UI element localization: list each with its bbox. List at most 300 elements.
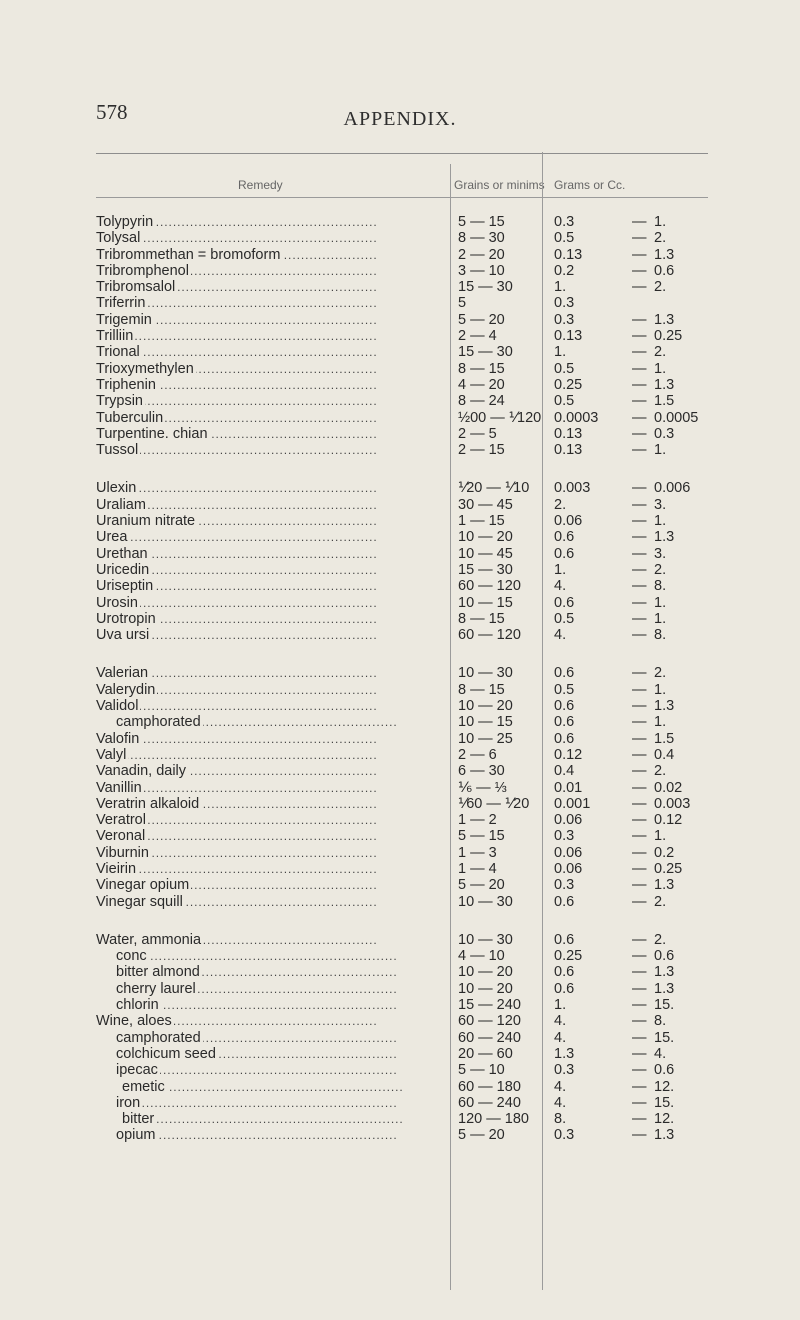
grams-max: 0.003: [654, 795, 691, 812]
grams-min: 4.: [554, 1029, 567, 1046]
range-dash: —: [632, 561, 647, 578]
remedy-name: [96, 731, 448, 747]
range-dash: —: [632, 877, 647, 894]
range-dash: —: [632, 730, 647, 747]
grams-min: 0.3: [554, 311, 575, 328]
range-dash: —: [632, 1045, 647, 1062]
grams-max: 1.: [654, 214, 667, 230]
grains-dose: 60 — 180: [458, 1078, 521, 1095]
table-row: [0, 328, 800, 344]
remedy-name: [96, 861, 448, 877]
header-rule: [96, 197, 708, 198]
remedy-label: opium: [116, 1127, 156, 1144]
range-dash: —: [632, 513, 647, 530]
remedy-label: Veronal: [96, 828, 146, 845]
table-row: [0, 1030, 800, 1046]
table-row: [0, 812, 800, 828]
remedy-name: [116, 714, 448, 730]
page-title: APPENDIX.: [343, 108, 457, 130]
table-row: [0, 410, 800, 426]
grains-dose: 8 — 15: [458, 610, 505, 627]
remedy-name: [96, 877, 448, 893]
grains-dose: 15 — 30: [458, 561, 513, 578]
grains-dose: 15 — 30: [458, 344, 513, 361]
grains-dose: 10 — 30: [458, 931, 513, 948]
remedy-label: Trional: [96, 344, 140, 361]
remedy-label: Uricedin: [96, 561, 150, 578]
range-dash: —: [632, 279, 647, 296]
remedy-label: Uranium nitrate: [96, 513, 196, 530]
range-dash: —: [632, 964, 647, 981]
grains-dose: 2 — 20: [458, 246, 505, 263]
grams-min: 0.6: [554, 594, 575, 611]
grams-min: 0.6: [554, 931, 575, 948]
grams-min: 0.06: [554, 812, 583, 829]
grains-dose: ⅟20 — ⅟10: [458, 480, 530, 497]
range-dash: —: [632, 1078, 647, 1095]
table-row: [0, 279, 800, 295]
table-row: [0, 731, 800, 747]
grams-min: 0.06: [554, 860, 583, 877]
grams-min: 0.5: [554, 610, 575, 627]
grams-max: 15.: [654, 997, 675, 1014]
remedy-label: Urotropin: [96, 610, 156, 627]
remedy-name: [96, 480, 448, 496]
remedy-name: [96, 230, 448, 246]
grams-max: 8.: [654, 578, 667, 595]
grams-min: 0.6: [554, 529, 575, 546]
grams-min: 0.2: [554, 262, 575, 279]
remedy-name: [96, 377, 448, 393]
table-row: [0, 682, 800, 698]
group-gap: [0, 643, 800, 665]
remedy-name: [96, 393, 448, 409]
table-row: [0, 861, 800, 877]
grams-max: 0.25: [654, 860, 683, 877]
remedy-name: [96, 698, 448, 714]
table-row: [0, 595, 800, 611]
grains-dose: 5 — 20: [458, 1127, 505, 1144]
remedy-name: [96, 845, 448, 861]
remedy-label: Valerydin: [96, 681, 156, 698]
grams-max: 2.: [654, 561, 667, 578]
remedy-label: Tussol: [96, 442, 139, 459]
remedy-name: [116, 964, 448, 980]
table-row: [0, 747, 800, 763]
table-row: [0, 997, 800, 1013]
table-row: [0, 426, 800, 442]
grams-min: 2.: [554, 496, 567, 513]
remedy-label: Valyl: [96, 746, 127, 763]
remedy-label: Valofin: [96, 730, 140, 747]
range-dash: —: [632, 409, 647, 426]
range-dash: —: [632, 545, 647, 562]
grams-max: 1.: [654, 442, 667, 459]
grains-dose: ½00 — ⅟120: [458, 409, 542, 426]
table-row: [0, 665, 800, 681]
table-row: [0, 1013, 800, 1029]
range-dash: —: [632, 425, 647, 442]
grams-min: 0.003: [554, 480, 591, 497]
grams-min: 0.3: [554, 295, 575, 312]
grains-dose: 2 — 15: [458, 442, 505, 459]
table-row: [0, 361, 800, 377]
grams-min: 0.6: [554, 665, 575, 682]
remedy-name: [96, 627, 448, 643]
grams-max: 2.: [654, 763, 667, 780]
remedy-name: [116, 1062, 448, 1078]
grams-max: 0.12: [654, 812, 683, 829]
range-dash: —: [632, 779, 647, 796]
remedy-label: Trigemin: [96, 311, 152, 328]
grains-dose: 1 — 2: [458, 812, 497, 829]
table-row: [0, 230, 800, 246]
range-dash: —: [632, 812, 647, 829]
range-dash: —: [632, 610, 647, 627]
remedy-label: Tolypyrin: [96, 214, 154, 230]
remedy-label: chlorin: [116, 997, 159, 1014]
range-dash: —: [632, 594, 647, 611]
range-dash: —: [632, 860, 647, 877]
table-row: [0, 611, 800, 627]
grams-min: 1.: [554, 997, 567, 1014]
grains-dose: 5 — 20: [458, 311, 505, 328]
remedy-label: Trioxymethylen: [96, 360, 194, 377]
grams-min: 0.3: [554, 214, 575, 230]
range-dash: —: [632, 262, 647, 279]
remedy-name: [96, 747, 448, 763]
grams-min: 0.5: [554, 393, 575, 410]
grams-max: 1.3: [654, 980, 675, 997]
remedy-name: [96, 328, 448, 344]
remedy-label: Turpentine. chian: [96, 425, 208, 442]
remedy-name: [116, 948, 448, 964]
table-row: [0, 1079, 800, 1095]
grains-dose: 10 — 20: [458, 529, 513, 546]
grams-max: 1.: [654, 513, 667, 530]
grams-max: 1.3: [654, 698, 675, 715]
dosage-table: [0, 214, 800, 1144]
remedy-label: conc: [116, 948, 147, 965]
grams-max: 15.: [654, 1094, 675, 1111]
remedy-name: [116, 997, 448, 1013]
grams-max: 1.3: [654, 529, 675, 546]
grams-min: 0.6: [554, 545, 575, 562]
group-gap: [0, 458, 800, 480]
remedy-label: emetic: [122, 1078, 165, 1095]
grams-min: 0.5: [554, 360, 575, 377]
grains-dose: 1 — 15: [458, 513, 505, 530]
grams-min: 0.06: [554, 513, 583, 530]
grains-dose: 8 — 24: [458, 393, 505, 410]
grams-min: 0.3: [554, 1127, 575, 1144]
remedy-label: Vanillin: [96, 779, 142, 796]
remedy-name: [96, 410, 448, 426]
remedy-label: Tribromphenol: [96, 262, 189, 279]
remedy-name: [116, 1095, 448, 1111]
table-row: [0, 828, 800, 844]
table-row: [0, 1095, 800, 1111]
range-dash: —: [632, 230, 647, 247]
grams-min: 0.6: [554, 980, 575, 997]
range-dash: —: [632, 442, 647, 459]
grams-max: 0.6: [654, 948, 675, 965]
remedy-name: [96, 894, 448, 910]
remedy-name: [122, 1079, 454, 1095]
table-row: [0, 627, 800, 643]
grams-max: 0.2: [654, 844, 675, 861]
table-row: [0, 497, 800, 513]
grains-dose: 2 — 4: [458, 328, 497, 345]
remedy-label: Urea: [96, 529, 128, 546]
grams-min: 0.13: [554, 246, 583, 263]
grams-min: 1.: [554, 279, 567, 296]
grains-dose: 15 — 30: [458, 279, 513, 296]
range-dash: —: [632, 328, 647, 345]
grams-min: 0.3: [554, 877, 575, 894]
grains-dose: 10 — 15: [458, 594, 513, 611]
remedy-name: [96, 513, 448, 529]
table-row: [0, 1046, 800, 1062]
grams-min: 0.0003: [554, 409, 599, 426]
grams-max: 0.4: [654, 746, 675, 763]
grains-dose: 10 — 30: [458, 665, 513, 682]
grams-max: 0.006: [654, 480, 691, 497]
grams-min: 8.: [554, 1111, 567, 1128]
remedy-label: Urosin: [96, 594, 138, 611]
range-dash: —: [632, 1013, 647, 1030]
grams-min: 0.3: [554, 1062, 575, 1079]
grains-dose: 15 — 240: [458, 997, 521, 1014]
remedy-label: Uva ursi: [96, 627, 150, 644]
range-dash: —: [632, 1111, 647, 1128]
table-row: [0, 1062, 800, 1078]
range-dash: —: [632, 893, 647, 910]
grams-min: 0.25: [554, 948, 583, 965]
range-dash: —: [632, 214, 647, 230]
grams-max: 2.: [654, 230, 667, 247]
range-dash: —: [632, 627, 647, 644]
remedy-name: [96, 763, 448, 779]
grains-dose: 10 — 20: [458, 698, 513, 715]
grains-dose: 5 — 10: [458, 1062, 505, 1079]
range-dash: —: [632, 376, 647, 393]
grams-min: 0.6: [554, 698, 575, 715]
grams-max: 1.3: [654, 877, 675, 894]
grams-max: 1.3: [654, 964, 675, 981]
remedy-label: Viburnin: [96, 844, 149, 861]
grains-dose: 60 — 120: [458, 627, 521, 644]
remedy-label: Triferrin: [96, 295, 146, 312]
grains-dose: 8 — 30: [458, 230, 505, 247]
table-row: [0, 344, 800, 360]
grains-dose: 10 — 25: [458, 730, 513, 747]
grams-max: 1.: [654, 594, 667, 611]
remedy-name: [96, 780, 448, 796]
table-row: [0, 948, 800, 964]
range-dash: —: [632, 763, 647, 780]
grams-min: 0.6: [554, 964, 575, 981]
grains-dose: 60 — 120: [458, 1013, 521, 1030]
table-row: [0, 1111, 800, 1127]
range-dash: —: [632, 844, 647, 861]
grams-max: 1.3: [654, 311, 675, 328]
remedy-label: Trilliin: [96, 328, 134, 345]
remedy-name: [96, 361, 448, 377]
remedy-name: [96, 611, 448, 627]
range-dash: —: [632, 828, 647, 845]
grams-min: 0.25: [554, 376, 583, 393]
remedy-label: Wine, aloes: [96, 1013, 172, 1030]
table-row: [0, 698, 800, 714]
table-row: [0, 546, 800, 562]
grains-dose: ⅙ — ⅓: [458, 779, 507, 796]
remedy-label: Tribromsalol: [96, 279, 176, 296]
range-dash: —: [632, 931, 647, 948]
grams-max: 12.: [654, 1078, 675, 1095]
remedy-label: Tolysal: [96, 230, 141, 247]
remedy-label: Validol: [96, 698, 139, 715]
grains-dose: 4 — 10: [458, 948, 505, 965]
table-row: [0, 214, 800, 230]
grains-dose: 2 — 5: [458, 425, 497, 442]
remedy-label: iron: [116, 1094, 141, 1111]
grams-max: 0.3: [654, 425, 675, 442]
grains-dose: 20 — 60: [458, 1045, 513, 1062]
remedy-name: [96, 312, 448, 328]
grams-min: 1.3: [554, 1045, 575, 1062]
remedy-name: [96, 578, 448, 594]
grams-min: 4.: [554, 1078, 567, 1095]
grams-max: 1.3: [654, 1127, 675, 1144]
table-row: [0, 312, 800, 328]
grams-min: 0.6: [554, 714, 575, 731]
remedy-name: [96, 1013, 448, 1029]
remedy-label: Ulexin: [96, 480, 137, 497]
remedy-label: Vanadin, daily: [96, 763, 187, 780]
remedy-name: [96, 932, 448, 948]
top-rule: [96, 153, 708, 154]
grams-min: 0.6: [554, 893, 575, 910]
grams-max: 2.: [654, 931, 667, 948]
remedy-label: Trypsin: [96, 393, 143, 410]
remedy-name: [96, 796, 448, 812]
table-row: [0, 480, 800, 496]
grains-dose: 4 — 20: [458, 376, 505, 393]
remedy-label: Uraliam: [96, 496, 146, 513]
range-dash: —: [632, 311, 647, 328]
table-row: [0, 263, 800, 279]
grams-max: 1.3: [654, 376, 675, 393]
remedy-name: [96, 442, 448, 458]
grains-dose: 1 — 3: [458, 844, 497, 861]
remedy-name: [96, 497, 448, 513]
grams-min: 0.5: [554, 681, 575, 698]
remedy-name: [96, 595, 448, 611]
remedy-label: Vinegar opium: [96, 877, 190, 894]
table-row: [0, 763, 800, 779]
range-dash: —: [632, 393, 647, 410]
remedy-name: [96, 279, 448, 295]
remedy-name: [96, 247, 448, 263]
table-row: [0, 1127, 800, 1143]
grams-min: 0.5: [554, 230, 575, 247]
table-row: [0, 796, 800, 812]
grains-dose: 6 — 30: [458, 763, 505, 780]
grams-max: 0.0005: [654, 409, 699, 426]
grains-dose: 8 — 15: [458, 360, 505, 377]
remedy-name: [96, 546, 448, 562]
grams-min: 1.: [554, 344, 567, 361]
range-dash: —: [632, 344, 647, 361]
remedy-name: [96, 828, 448, 844]
grams-min: 0.6: [554, 730, 575, 747]
grains-dose: 60 — 240: [458, 1029, 521, 1046]
range-dash: —: [632, 980, 647, 997]
grams-max: 1.5: [654, 730, 675, 747]
remedy-name: [96, 344, 448, 360]
grams-min: 0.01: [554, 779, 583, 796]
grams-max: 3.: [654, 545, 667, 562]
table-row: [0, 295, 800, 311]
remedy-name: [96, 682, 448, 698]
grams-max: 1.: [654, 360, 667, 377]
range-dash: —: [632, 795, 647, 812]
remedy-name: [96, 529, 448, 545]
grains-dose: 5: [458, 295, 467, 312]
grains-dose: 5 — 15: [458, 214, 505, 230]
remedy-name: [116, 1046, 448, 1062]
grams-min: 0.13: [554, 442, 583, 459]
grams-max: 15.: [654, 1029, 675, 1046]
table-row: [0, 513, 800, 529]
column-header-grains: Grains or minims: [454, 178, 545, 192]
table-row: [0, 877, 800, 893]
range-dash: —: [632, 1127, 647, 1144]
grams-max: 0.02: [654, 779, 683, 796]
grams-max: 2.: [654, 893, 667, 910]
grains-dose: 1 — 4: [458, 860, 497, 877]
table-row: [0, 377, 800, 393]
grains-dose: 10 — 15: [458, 714, 513, 731]
remedy-name: [96, 665, 448, 681]
remedy-name: [96, 562, 448, 578]
grams-max: 1.3: [654, 246, 675, 263]
grams-max: 1.: [654, 681, 667, 698]
remedy-label: Water, ammonia: [96, 931, 202, 948]
remedy-label: camphorated: [116, 714, 201, 731]
grams-max: 8.: [654, 1013, 667, 1030]
remedy-label: Tribrommethan = bromoform: [96, 246, 281, 263]
table-row: [0, 932, 800, 948]
table-row: [0, 780, 800, 796]
grams-min: 1.: [554, 561, 567, 578]
remedy-label: Uriseptin: [96, 578, 154, 595]
range-dash: —: [632, 360, 647, 377]
table-row: [0, 894, 800, 910]
column-header-grams: Grams or Cc.: [554, 178, 626, 192]
grams-max: 3.: [654, 496, 667, 513]
range-dash: —: [632, 246, 647, 263]
grains-dose: 60 — 240: [458, 1094, 521, 1111]
table-row: [0, 845, 800, 861]
grams-max: 1.: [654, 610, 667, 627]
grams-min: 0.4: [554, 763, 575, 780]
grams-min: 0.3: [554, 828, 575, 845]
remedy-label: Vieirin: [96, 860, 137, 877]
page-number: 578: [96, 100, 128, 124]
remedy-name: [96, 812, 448, 828]
